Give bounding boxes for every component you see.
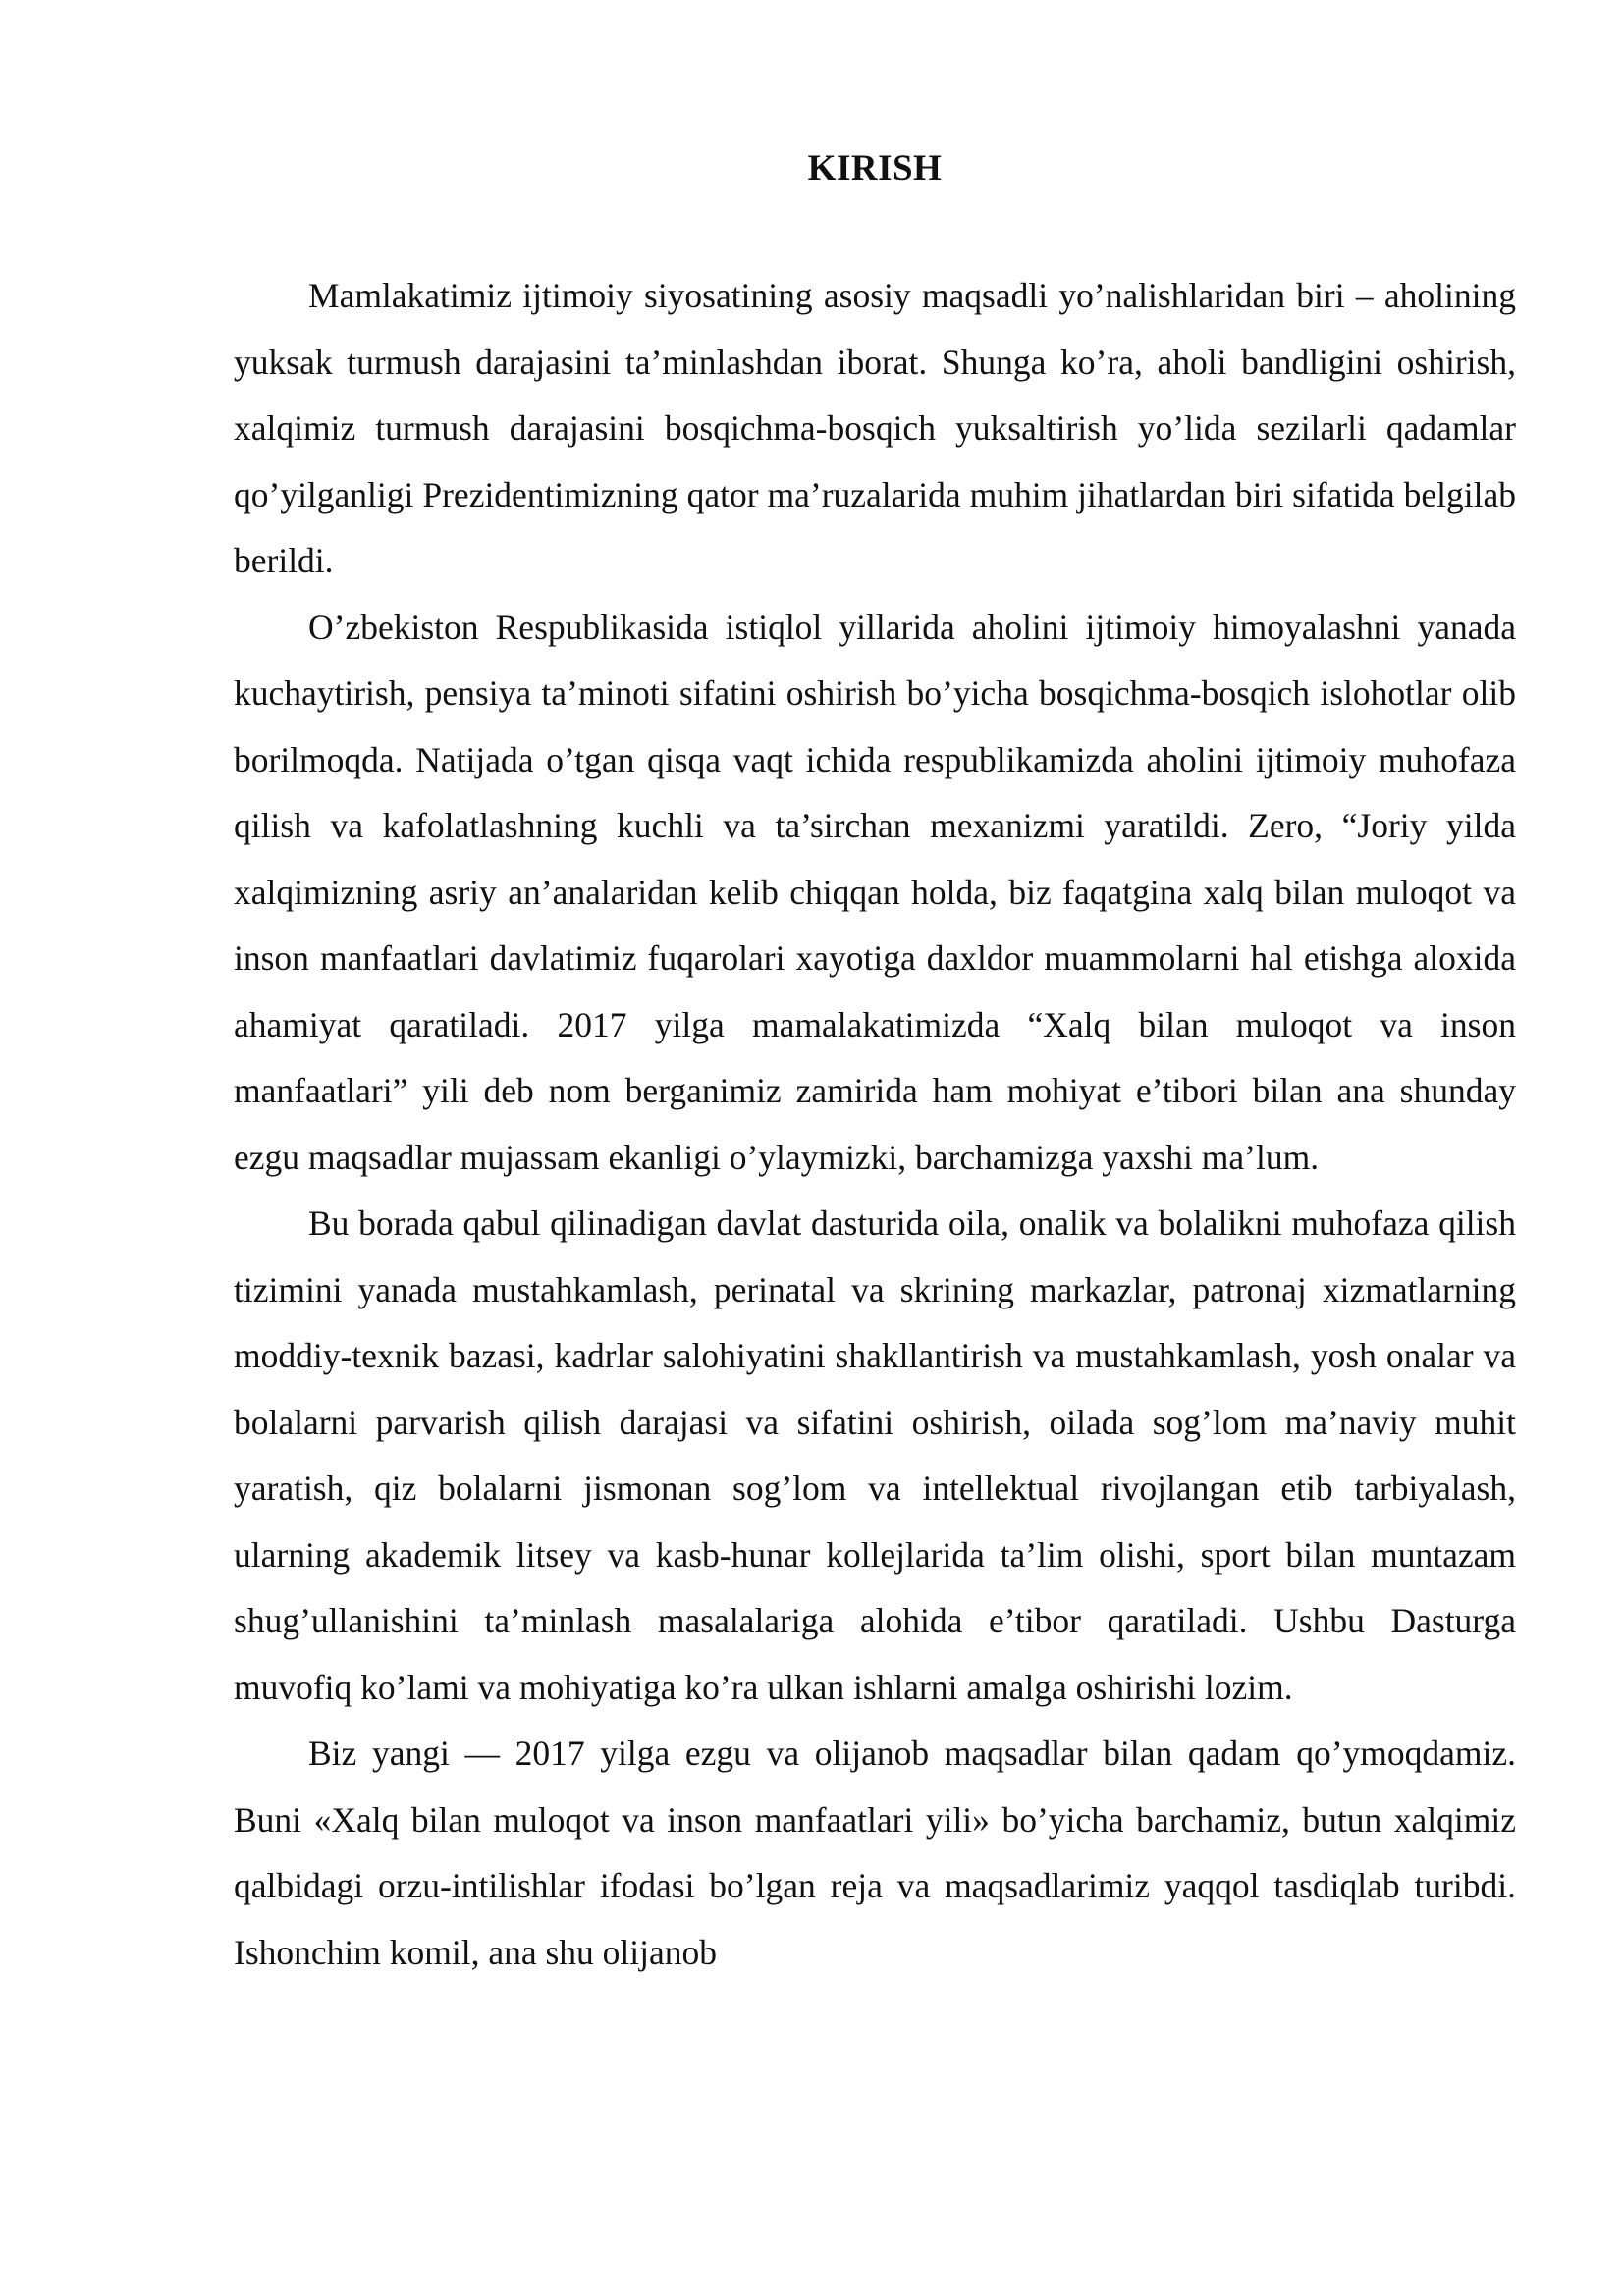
paragraph: Biz yangi — 2017 yilga ezgu va olijanob maqsadlar bilan qadam qo’ymoqdamiz. Buni «Xalq bilan muloqot va inson manfaatlari yili» bo’yicha barchamiz, butun xalqimiz qalbidagi orzu-intilishlar ifodasi bo’lgan reja va maqsadlarimiz yaqqol tasdiqlab turibdi. Ishonchim komil, ana shu olijanob [234, 1734, 1516, 1972]
paragraph: Bu borada qabul qilinadigan davlat dasturida oila, onalik va bolalikni muhofaza qilish tizimini yanada mustahkamlash, perinatal va skrining markazlar, patronaj xizmatlarning moddiy-texnik bazasi, kadrlar salohiyatini shakllantirish va mustahkamlash, yosh onalar va bolalarni parvarish qilish darajasi va sifatini oshirish, oilada sog’lom ma’naviy muhit yaratish, qiz bolalarni jismonan sog’lom va intellektual rivojlangan etib tarbiyalash, ularning akademik litsey va kasb-hunar kollejlarida ta’lim olishi, sport bilan muntazam shug’ullanishini ta’minlash masalalariga alohida e’tibor qaratiladi. Ushbu Dasturga muvofiq ko’lami va mohiyatiga ko’ra ulkan ishlarni amalga oshirishi lozim. [234, 1203, 1516, 1707]
paragraph: Mamlakatimiz ijtimoiy siyosatining asosiy maqsadli yo’nalishlaridan biri – aholining yuksak turmush darajasini ta’minlashdan iborat. Shunga ko’ra, aholi bandligini oshirish, xalqimiz turmush darajasini bosqichma-bosqich yuksaltirish yo’lida sezilarli qadamlar qo’yilganligi Prezidentimizning qator ma’ruzalarida muhim jihatlardan biri sifatida belgilab berildi. [234, 276, 1516, 580]
document-body [234, 263, 1516, 1986]
page-title: KIRISH [807, 148, 943, 188]
paragraph: O’zbekiston Respublikasida istiqlol yillarida aholini ijtimoiy himoyalashni yanada kuchaytirish, pensiya ta’minoti sifatini oshirish bo’yicha bosqichma-bosqich islohotlar olib borilmoqda. Natijada o’tgan qisqa vaqt ichida respublikamizda aholini ijtimoiy muhofaza qilish va kafolatlashning kuchli va ta’sirchan mexanizmi yaratildi. Zero, “Joriy yilda xalqimizning asriy an’analaridan kelib chiqqan holda, biz faqatgina xalq bilan muloqot va inson manfaatlari davlatimiz fuqarolari xayotiga daxldor muammolarni hal etishga aloxida ahamiyat qaratiladi. 2017 yilga mamalakatimizda “Xalq bilan muloqot va inson manfaatlari” yili deb nom berganimiz zamirida ham mohiyat e’tibori bilan ana shunday ezgu maqsadlar mujassam ekanligi o’ylaymizki, barchamizga yaxshi ma’lum. [234, 607, 1516, 1177]
